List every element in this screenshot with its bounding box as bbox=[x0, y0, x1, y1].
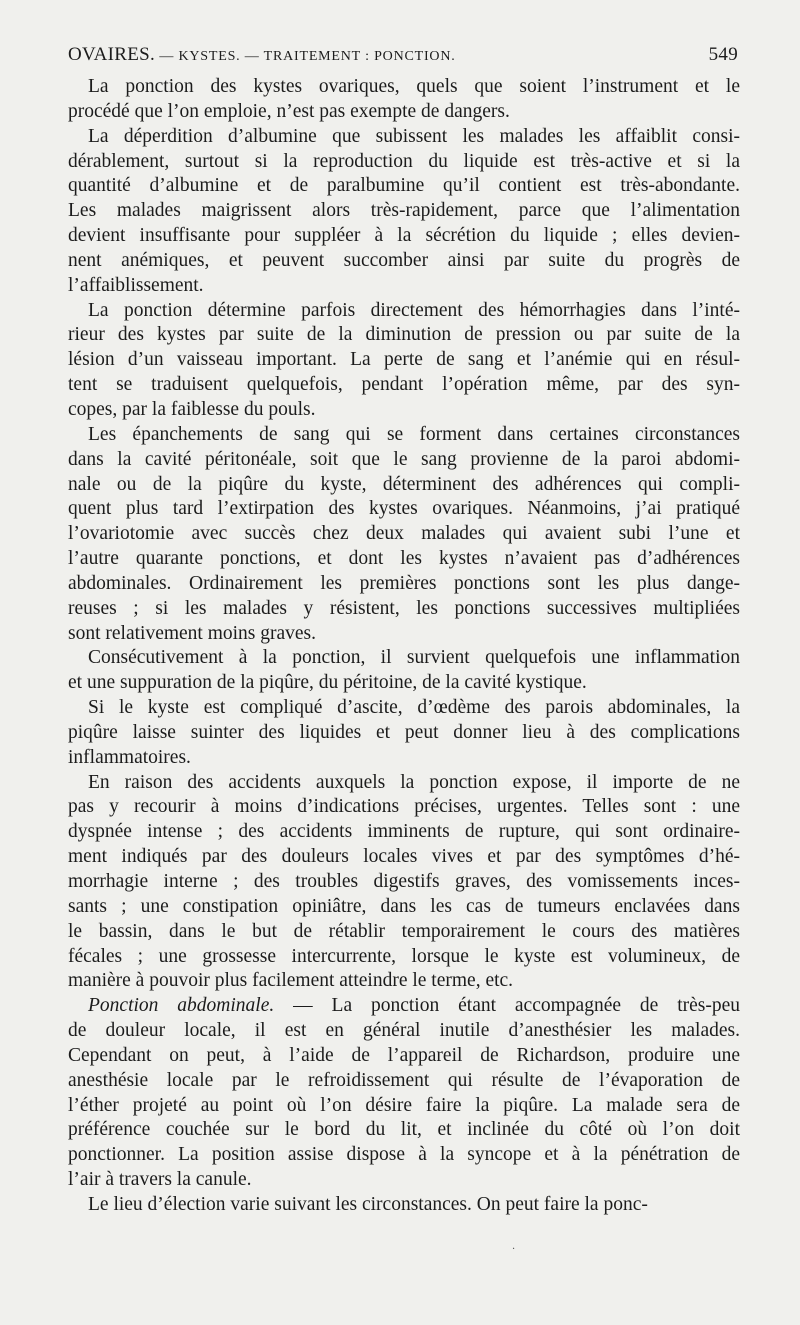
text-line: La ponction des kystes ovariques, quels que soient l’instrument et le bbox=[88, 76, 740, 97]
text-line: procédé que l’on emploie, n’est pas exempte de dangers. bbox=[68, 100, 510, 122]
text-line: de douleur locale, il est en général inutile d’anesthésier les malades. bbox=[68, 1020, 740, 1042]
text-line: l’ovariotomie avec succès chez deux malades qui avaient subi l’une et bbox=[68, 523, 740, 545]
text-line: ponctionner. La position assise dispose à la syncope et à la pénétration de bbox=[68, 1144, 740, 1166]
text-line: Le lieu d’élection varie suivant les circonstances. On peut faire la ponc- bbox=[88, 1193, 648, 1215]
text-line: Cependant on peut, à l’aide de l’appareil de Richardson, produire une bbox=[68, 1044, 740, 1066]
paragraph bbox=[68, 994, 740, 1193]
running-header bbox=[68, 44, 738, 70]
running-title-sep-2: — bbox=[240, 49, 264, 64]
running-title-main: OVAIRES. bbox=[68, 44, 156, 65]
text-line: et une suppuration de la piqûre, du péritoine, de la cavité kystique. bbox=[68, 672, 587, 694]
running-title bbox=[68, 44, 456, 66]
page-speck: · bbox=[512, 1244, 516, 1255]
paragraph bbox=[68, 1193, 740, 1218]
text-line: lésion d’un vaisseau important. La perte de sang et l’anémie qui en résul- bbox=[68, 349, 740, 371]
text-line: Si le kyste est compliqué d’ascite, d’œdème des parois abdominales, la bbox=[88, 697, 740, 719]
text-line bbox=[68, 994, 740, 1019]
text-line: quantité d’albumine et de paralbumine qu’il contient est très-abondante. bbox=[68, 175, 740, 197]
paragraph bbox=[68, 423, 740, 647]
body-text bbox=[68, 75, 740, 1218]
text-line: l’éther projeté au point où l’on désire faire la piqûre. La malade sera de bbox=[68, 1094, 740, 1116]
line-text: — La ponction étant accompagnée de très-peu bbox=[274, 995, 740, 1017]
text-line: ment indiqués par des douleurs locales vives et par des symptômes d’hé- bbox=[68, 846, 740, 868]
text-line: le bassin, dans le but de rétablir temporairement le cours des matières bbox=[68, 920, 740, 942]
page-number: 549 bbox=[708, 44, 738, 65]
text-line: inflammatoires. bbox=[68, 746, 191, 768]
text-line: dans la cavité péritonéale, soit que le sang provienne de la paroi abdomi- bbox=[68, 448, 740, 470]
paragraph bbox=[68, 771, 740, 995]
running-title-sep-1: — bbox=[155, 49, 179, 64]
paragraph bbox=[68, 696, 740, 771]
text-line: En raison des accidents auxquels la ponction expose, il importe de ne bbox=[88, 771, 740, 793]
text-line: La déperdition d’albumine que subissent les malades les affaiblit consi- bbox=[88, 125, 740, 147]
text-line: l’affaiblissement. bbox=[68, 274, 204, 296]
text-line: préférence couchée sur le bord du lit, et inclinée du côté où l’on doit bbox=[68, 1119, 740, 1141]
text-line: Consécutivement à la ponction, il survient quelquefois une inflammation bbox=[88, 647, 740, 669]
text-line: piqûre laisse suinter des liquides et peut donner lieu à des complications bbox=[68, 721, 740, 743]
text-line: dérablement, surtout si la reproduction du liquide est très-active et si la bbox=[68, 150, 740, 172]
text-line: l’air à travers la canule. bbox=[68, 1169, 252, 1191]
text-line: Les malades maigrissent alors très-rapidement, parce que l’alimentation bbox=[68, 200, 740, 222]
text-line: copes, par la faiblesse du pouls. bbox=[68, 398, 316, 420]
paragraph bbox=[68, 125, 740, 299]
text-line: sants ; une constipation opiniâtre, dans les cas de tumeurs enclavées dans bbox=[68, 895, 740, 917]
text-line: tent se traduisent quelquefois, pendant l’opération même, par des syn- bbox=[68, 374, 740, 396]
text-line: quent plus tard l’extirpation des kystes ovariques. Néanmoins, j’ai pratiqué bbox=[68, 498, 740, 520]
text-line: manière à pouvoir plus facilement atteindre le terme, etc. bbox=[68, 970, 514, 992]
text-line: devient insuffisante pour suppléer à la sécrétion du liquide ; elles devien- bbox=[68, 225, 740, 247]
text-line: reuses ; si les malades y résistent, les ponctions successives multipliées bbox=[68, 597, 740, 619]
text-line: La ponction détermine parfois directement des hémorrhagies dans l’inté- bbox=[88, 299, 740, 321]
text-line: pas y recourir à moins d’indications précises, urgentes. Telles sont : une bbox=[68, 796, 740, 818]
text-line: rieur des kystes par suite de la diminution de pression ou par suite de la bbox=[68, 324, 740, 346]
text-line: nale ou de la piqûre du kyste, déterminent des adhérences qui compli- bbox=[68, 473, 740, 495]
paragraph bbox=[68, 646, 740, 696]
text-line: l’autre quarante ponctions, et dont les kystes n’avaient pas d’adhérences bbox=[68, 548, 740, 570]
italic-lead: Ponction abdominale. bbox=[88, 995, 275, 1017]
paragraph bbox=[68, 75, 740, 125]
running-title-sub-1: KYSTES. bbox=[178, 49, 241, 64]
text-line: nent anémiques, et peuvent succomber ainsi par suite du progrès de bbox=[68, 249, 740, 271]
text-line: dyspnée intense ; des accidents imminents de rupture, qui sont ordinaire- bbox=[68, 821, 740, 843]
running-title-sub-2: TRAITEMENT : PONCTION. bbox=[263, 49, 456, 64]
paragraph bbox=[68, 299, 740, 423]
text-line: sont relativement moins graves. bbox=[68, 622, 317, 644]
text-line: Les épanchements de sang qui se forment dans certaines circonstances bbox=[88, 423, 740, 445]
text-line: fécales ; une grossesse intercurrente, lorsque le kyste est volumineux, de bbox=[68, 945, 740, 967]
text-line: anesthésie locale par le refroidissement qui résulte de l’évaporation de bbox=[68, 1069, 740, 1091]
text-line: morrhagie interne ; des troubles digestifs graves, des vomissements inces- bbox=[68, 871, 740, 892]
text-line: abdominales. Ordinairement les premières ponctions sont les plus dange- bbox=[68, 572, 740, 594]
